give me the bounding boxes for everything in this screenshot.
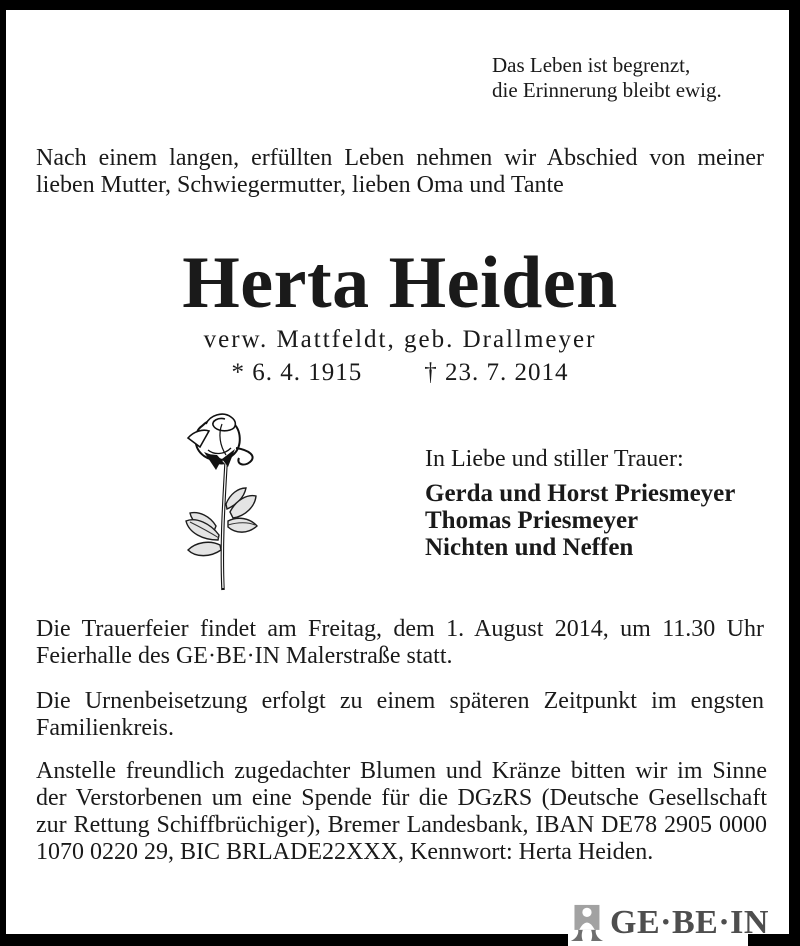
- mourning-intro: In Liebe und stiller Trauer:: [425, 446, 684, 472]
- donation-info: Anstelle freundlich zugedachter Blumen und Kränze bitten wir im Sinne der Verstorbenen um eine Spende für die DGzRS (Deutsche Gesellschaft zur Rettung Schiffbrüchiger), Bremer Landesbank, IBAN DE78 2905 0000 1070 0220 29, BIC BRLADE22XXX, Kennwort: Herta Heiden.: [36, 758, 767, 865]
- motto: [492, 53, 722, 103]
- rose-icon: [178, 404, 268, 594]
- mourner-name: Thomas Priesmeyer: [425, 507, 639, 534]
- burial-info: Die Urnenbeisetzung erfolgt zu einem späteren Zeitpunkt im engsten Familienkreis.: [36, 688, 764, 741]
- mourner-name: Gerda und Horst Priesmeyer: [425, 480, 736, 507]
- intro-text: Nach einem langen, erfüllten Leben nehmen wir Abschied von meiner lieben Mutter, Schwiegermutter, lieben Oma und Tante: [36, 145, 764, 198]
- gebein-figure-icon: [568, 902, 605, 943]
- gebein-logo: [568, 903, 769, 943]
- gebein-logo-text: GE·BE·IN: [610, 904, 769, 941]
- motto-line-2: die Erinnerung bleibt ewig.: [492, 78, 722, 102]
- frame-border-bottom-left: [0, 934, 568, 946]
- birth-date: * 6. 4. 1915: [231, 359, 363, 386]
- frame-border-left: [0, 0, 6, 946]
- mourner-name: Nichten und Neffen: [425, 534, 634, 561]
- life-dates: [0, 359, 800, 387]
- rose-illustration: [178, 404, 268, 594]
- frame-border-right: [789, 0, 800, 946]
- mourning-block: [425, 445, 735, 561]
- mourners-list: [425, 480, 735, 561]
- maiden-name-line: verw. Mattfeldt, geb. Drallmeyer: [203, 326, 597, 353]
- motto-line-1: Das Leben ist begrenzt,: [492, 53, 691, 77]
- death-date: † 23. 7. 2014: [424, 359, 569, 386]
- deceased-name: Herta Heiden: [182, 242, 618, 324]
- funeral-info: Die Trauerfeier findet am Freitag, dem 1. August 2014, um 11.30 Uhr Feierhalle des GE·BE·IN Malerstraße statt.: [36, 616, 764, 669]
- frame-border-top: [0, 0, 800, 10]
